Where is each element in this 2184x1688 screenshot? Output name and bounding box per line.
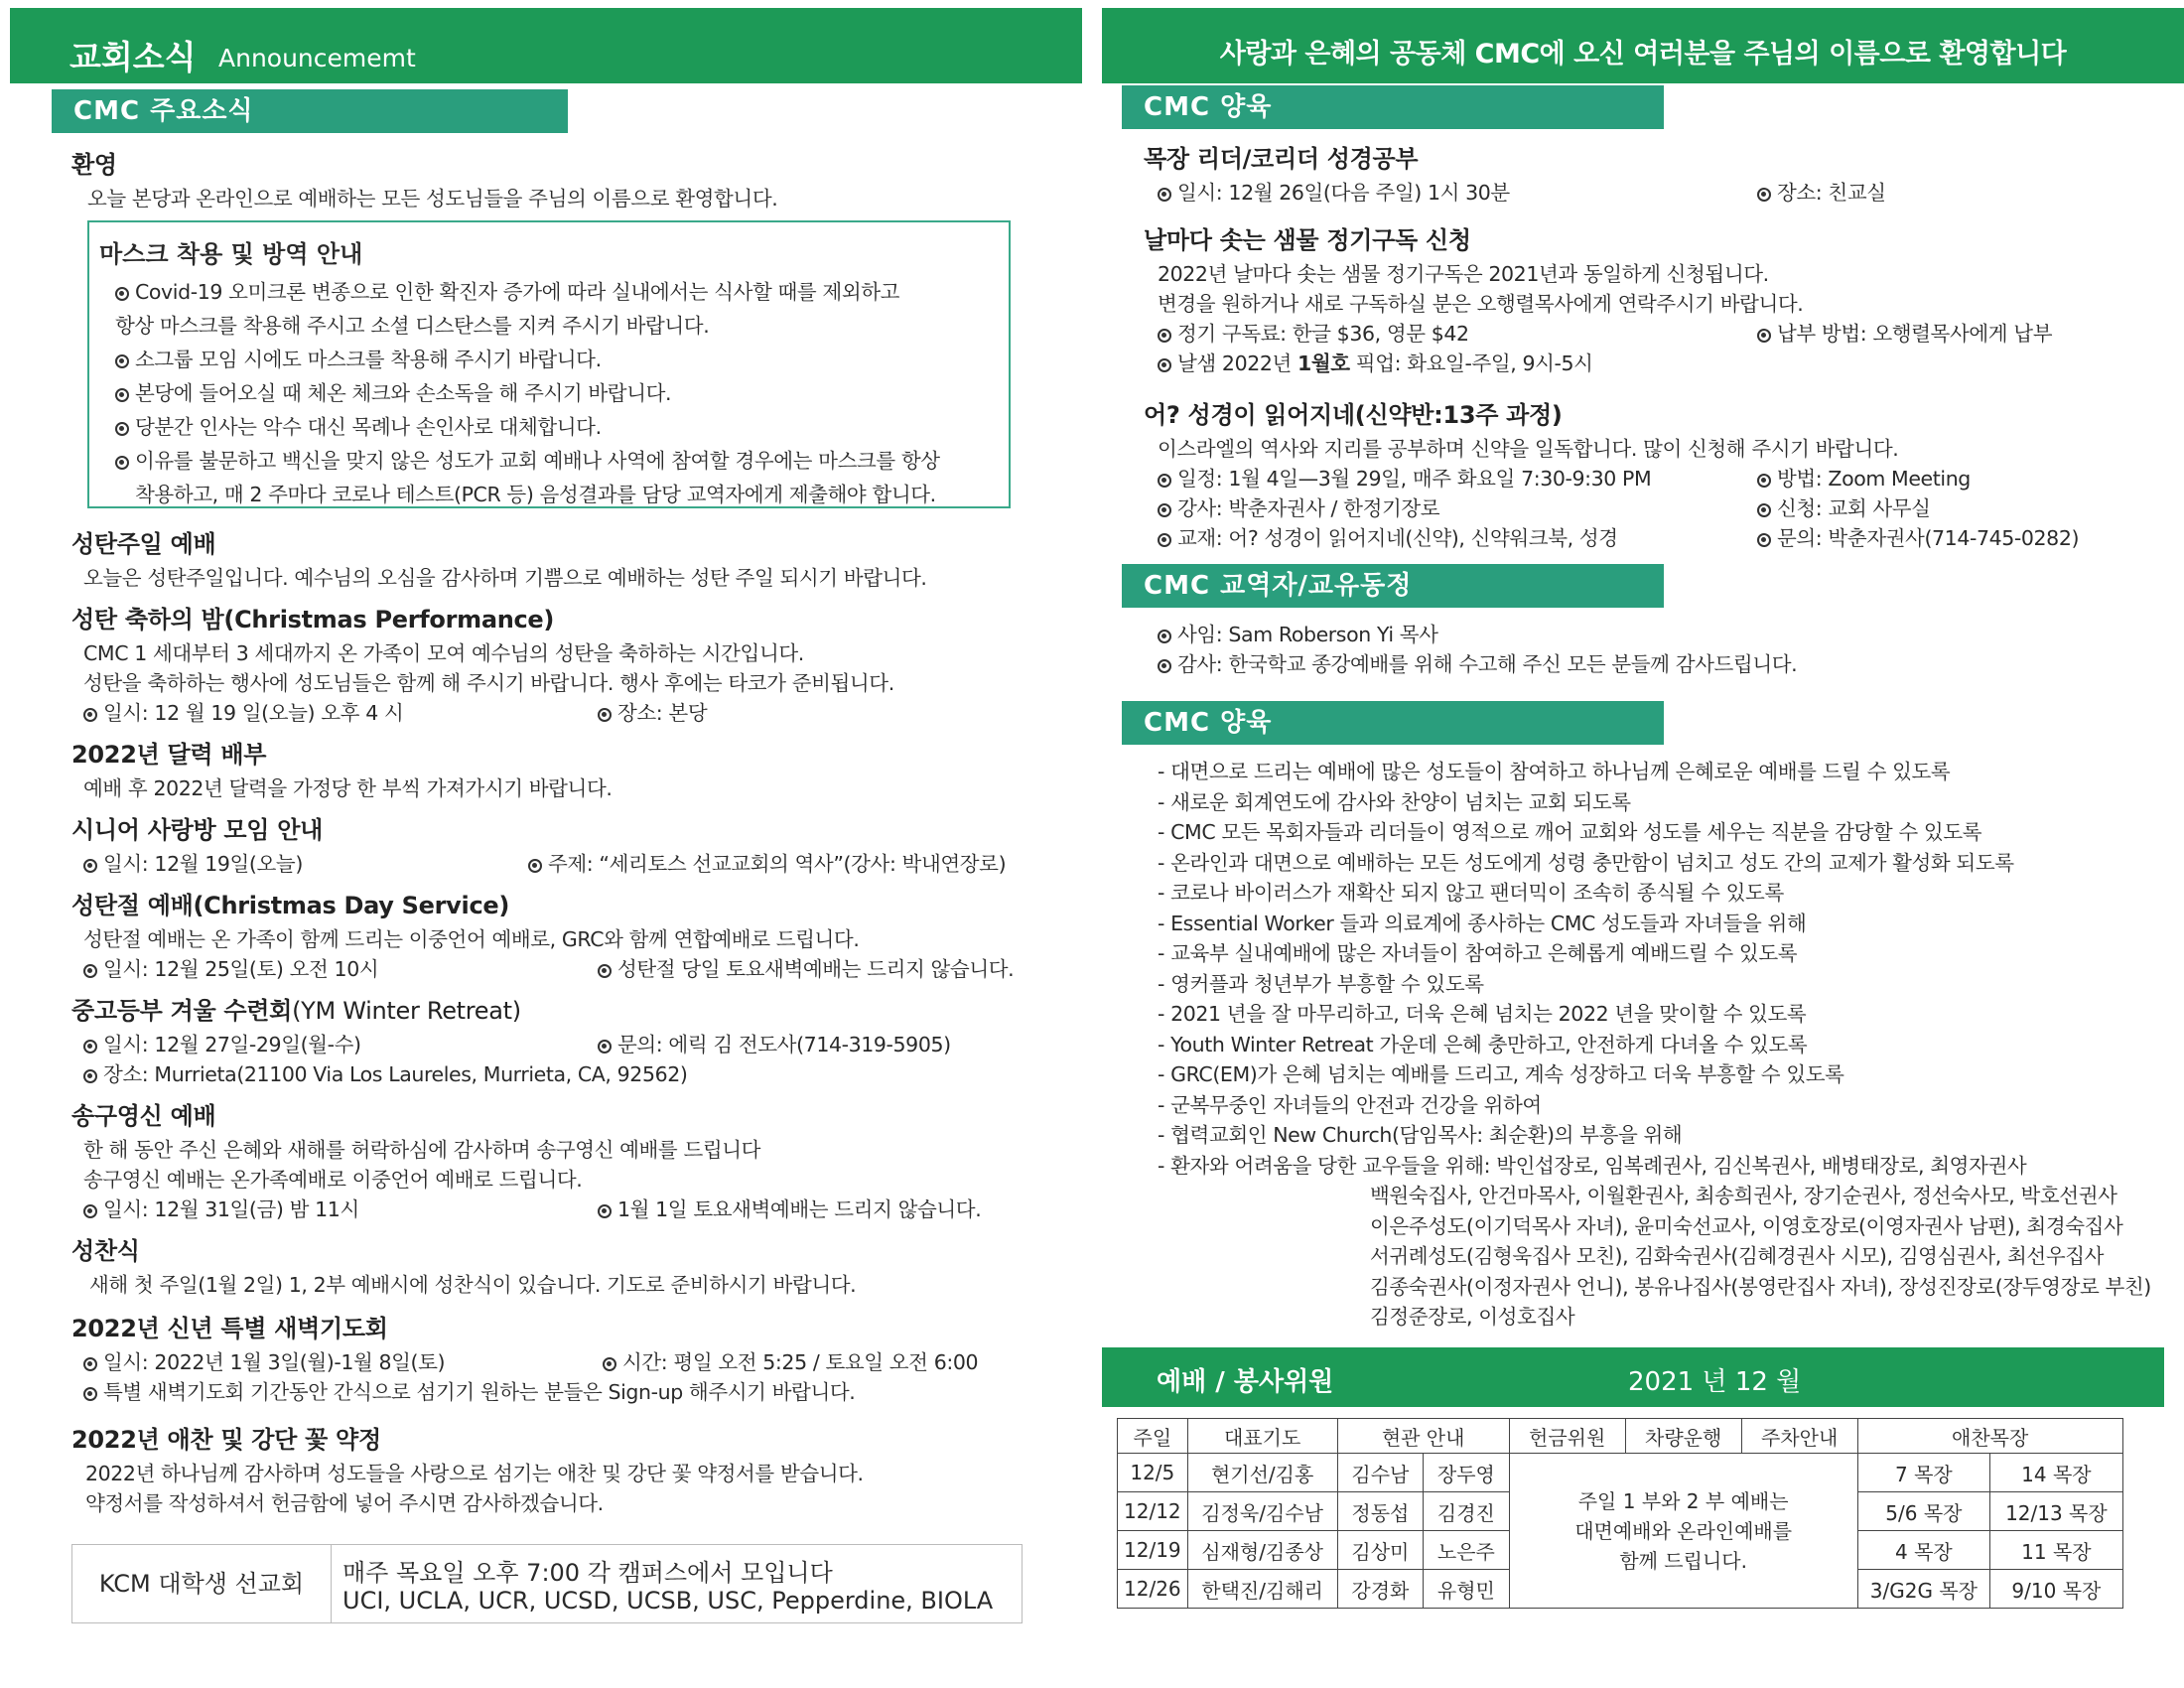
col-header: 차량운행: [1625, 1419, 1741, 1454]
bullet-icon: [115, 456, 129, 470]
flowers-text-2: 약정서를 작성하셔서 헌금함에 넣어 주시면 감사하겠습니다.: [85, 1491, 604, 1515]
retreat-details: 일시: 12월 27일-29일(월-수) 문의: 에릭 김 전도사(714-319-5905): [71, 1030, 687, 1059]
cell-mokjang: 4 목장: [1857, 1531, 1990, 1570]
calendar-text: 예배 후 2022년 달력을 가정당 한 부씩 가져가시기 바랍니다.: [83, 776, 613, 800]
yearend-notice: [71, 1096, 982, 1224]
welcome-banner: [1102, 8, 2184, 83]
prayer-patient-line: 백원숙집사, 안건마목사, 이월환권사, 최송희권사, 장기순권사, 정선숙사모, 박호선권사: [1370, 1184, 2117, 1207]
dawn-prayer-heading: 2022년 신년 특별 새벽기도회: [71, 1315, 388, 1342]
cell-mokjang: 12/13 목장: [1990, 1492, 2123, 1531]
retreat-place: 장소: Murrieta(21100 Via Los Laureles, Murrieta, CA, 92562): [71, 1059, 687, 1089]
welcome-banner-text: 사랑과 은혜의 공동체 CMC에 오신 여러분을 주님의 이름으로 환영합니다: [1219, 39, 2067, 70]
communion-notice: [71, 1231, 856, 1300]
col-header: 주일: [1118, 1419, 1188, 1454]
bullet-icon: [1757, 329, 1771, 343]
prayer-item: - 협력교회인 New Church(담임목사: 최순환)의 부흥을 위해: [1158, 1123, 1683, 1147]
bullet-icon: [598, 964, 612, 978]
daily-bread-heading: 날마다 솟는 샘물 정기구독 신청: [1144, 226, 1471, 254]
bullet-icon: [115, 388, 129, 402]
staff-thanks: 감사: 한국학교 종강예배를 위해 수고해 주신 모든 분들께 감사드립니다.: [1144, 649, 2156, 679]
mask-line-5b: 착용하고, 매 2 주마다 코로나 테스트(PCR 등) 음성결과를 담당 교역자에게 제출해야 합니다.: [135, 483, 936, 506]
cell-mokjang: 5/6 목장: [1857, 1492, 1990, 1531]
bible-read-row-2: 강사: 박춘자권사 / 한정기장로 신청: 교회 사무실: [1144, 493, 2156, 523]
welcome-notice: [71, 145, 777, 213]
prayer-item: - 영커플과 청년부가 부흥할 수 있도록: [1158, 971, 1484, 996]
staff-resign: 사임: Sam Roberson Yi 목사: [1144, 620, 2156, 649]
calendar-heading: 2022년 달력 배부: [71, 741, 267, 769]
staff-notice: [1144, 620, 2156, 679]
bullet-icon: [83, 708, 97, 722]
kcm-schedule: 매주 목요일 오후 7:00 각 캠퍼스에서 모입니다: [342, 1559, 833, 1587]
bullet-icon: [1757, 533, 1771, 547]
kcm-info-box: [71, 1544, 1023, 1623]
bullet-icon: [598, 708, 612, 722]
prayer-item: - 2021 년을 잘 마무리하고, 더욱 은혜 넘치는 2022 년을 맞이할 수 있도록: [1158, 1002, 1807, 1026]
senior-heading: 시니어 사랑방 모임 안내: [71, 816, 324, 844]
bullet-icon: [603, 1357, 616, 1371]
bullet-icon: [1158, 329, 1171, 343]
prayer-item: - Essential Worker 들과 의료계에 종사하는 CMC 성도들과 자녀들을 위해: [1158, 911, 1807, 935]
mask-guidance-box: [87, 220, 1011, 508]
worship-title: 예배 / 봉사위원: [1157, 1367, 1334, 1397]
christmas-night-text-2: 성탄을 축하하는 행사에 성도님들은 함께 해 주시기 바랍니다. 행사 후에는 타코가 준비됩니다.: [83, 671, 894, 695]
bible-read-heading: 어? 성경이 읽어지네(신약반:13주 과정): [1144, 401, 1563, 429]
prayer-item: - 코로나 바이러스가 재확산 되지 않고 팬더믹이 조속히 종식될 수 있도록: [1158, 881, 1784, 905]
leader-study-details: 일시: 12월 26일(다음 주일) 1시 30분 장소: 친교실: [1144, 178, 2156, 208]
worship-note-line: 주일 1 부와 2 부 예배는: [1577, 1488, 1789, 1513]
kcm-campuses: UCI, UCLA, UCR, UCSD, UCSB, USC, Pepperdine, BIOLA: [342, 1587, 994, 1615]
cell-greeter: 장두영: [1424, 1454, 1510, 1492]
bullet-icon: [1158, 358, 1171, 372]
christmas-night-details: 일시: 12 월 19 일(오늘) 오후 4 시 장소: 본당: [71, 698, 894, 728]
announcement-header: [10, 8, 1082, 83]
mask-line-2: 소그룹 모임 시에도 마스크를 착용해 주시기 바랍니다.: [99, 343, 999, 376]
dawn-prayer-details: 일시: 2022년 1월 3일(월)-1월 8일(토) 시간: 평일 오전 5:25 / 토요일 오전 6:00: [71, 1347, 855, 1377]
bible-read-text: 이스라엘의 역사와 지리를 공부하며 신약을 일독합니다. 많이 신청해 주시기 바랍니다.: [1158, 437, 1899, 461]
bullet-icon: [83, 1204, 97, 1218]
cell-date: 12/12: [1118, 1492, 1188, 1531]
mask-line-5: 이유를 불문하고 백신을 맞지 않은 성도가 교회 예배나 사역에 참여할 경우에는 마스크를 항상: [99, 444, 999, 478]
bullet-icon: [83, 1040, 97, 1054]
daily-bread-fee-row: 정기 구독료: 한글 $36, 영문 $42 납부 방법: 오행렬목사에게 납부: [1144, 319, 2156, 349]
cell-date: 12/26: [1118, 1570, 1188, 1609]
retreat-notice: [71, 991, 951, 1089]
bullet-icon: [598, 1204, 612, 1218]
calendar-notice: [71, 735, 612, 803]
christmas-night-notice: [71, 600, 894, 728]
welcome-text: 오늘 본당과 온라인으로 예배하는 모든 성도님들을 주님의 이름으로 환영합니다.: [87, 187, 778, 211]
kcm-label: KCM 대학생 선교회: [72, 1545, 332, 1622]
bullet-icon: [1757, 188, 1771, 202]
col-header: 애찬목장: [1857, 1419, 2122, 1454]
mask-line-4: 당분간 인사는 악수 대신 목례나 손인사로 대체합니다.: [99, 410, 999, 444]
bullet-icon: [1158, 474, 1171, 488]
flowers-heading: 2022년 애찬 및 강단 꽃 약정: [71, 1426, 381, 1454]
section-header-main-news: CMC 주요소식: [52, 89, 568, 133]
christmas-night-text-1: CMC 1 세대부터 3 세대까지 온 가족이 모여 예수님의 성탄을 축하하는 시간입니다.: [83, 641, 804, 665]
prayer-patient-line: 김정준장로, 이성호집사: [1370, 1305, 1575, 1329]
bullet-icon: [1158, 630, 1171, 643]
cell-prayer: 김정욱/김수남: [1187, 1492, 1337, 1531]
mask-heading: 마스크 착용 및 방역 안내: [99, 240, 363, 268]
prayer-patient-line: 서귀례성도(김형욱집사 모친), 김화숙권사(김혜경권사 시모), 김영심권사, 최선우집사: [1370, 1244, 2105, 1268]
prayer-item: - 온라인과 대면으로 예배하는 모든 성도에게 성령 충만함이 넘치고 성도 간의 교제가 활성화 되도록: [1158, 850, 2014, 875]
dawn-prayer-notice: [71, 1309, 979, 1407]
mask-line-3: 본당에 들어오실 때 체온 체크와 손소독을 해 주시기 바랍니다.: [99, 376, 999, 410]
worship-note-line: 함께 드립니다.: [1619, 1548, 1747, 1573]
worship-schedule-table: [1117, 1418, 2123, 1609]
cell-mokjang: 9/10 목장: [1990, 1570, 2123, 1609]
communion-text: 새해 첫 주일(1월 2일) 1, 2부 예배시에 성찬식이 있습니다. 기도로 준비하시기 바랍니다.: [89, 1273, 857, 1297]
prayer-patient-line: 김종숙권사(이정자권사 언니), 봉유나집사(봉영란집사 자녀), 장성진장로(장두영장로 부친): [1370, 1274, 2151, 1299]
col-header: 현관 안내: [1337, 1419, 1509, 1454]
prayer-item: - 새로운 회계연도에 감사와 찬양이 넘치는 교회 되도록: [1158, 789, 1631, 814]
christmas-day-heading: 성탄절 예배(Christmas Day Service): [71, 892, 510, 919]
yearend-heading: 송구영신 예배: [71, 1102, 216, 1130]
table-row: [1118, 1454, 2123, 1492]
prayer-item: - 군복무중인 자녀들의 안전과 건강을 위하여: [1158, 1092, 1542, 1117]
bullet-icon: [115, 422, 129, 436]
cell-greeter: 정동섭: [1337, 1492, 1424, 1531]
bullet-icon: [83, 859, 97, 873]
cell-prayer: 한택진/김해리: [1187, 1570, 1337, 1609]
cell-date: 12/5: [1118, 1454, 1188, 1492]
worship-header: [1102, 1347, 2164, 1407]
page-title-en: Announcememt: [218, 44, 416, 72]
bullet-icon: [83, 1357, 97, 1371]
cell-greeter: 김경진: [1424, 1492, 1510, 1531]
prayer-item: - 대면으로 드리는 예배에 많은 성도들이 참여하고 하나님께 은혜로운 예배를 드릴 수 있도록: [1158, 760, 1951, 783]
cell-greeter: 노은주: [1424, 1531, 1510, 1570]
bullet-icon: [1757, 474, 1771, 488]
cell-greeter: 강경화: [1337, 1570, 1424, 1609]
cell-mokjang: 14 목장: [1990, 1454, 2123, 1492]
yearend-text-2: 송구영신 예배는 온가족예배로 이중언어 예배로 드립니다.: [83, 1168, 583, 1192]
bullet-icon: [528, 859, 542, 873]
christmas-sunday-text: 오늘은 성탄주일입니다. 예수님의 오심을 감사하며 기쁨으로 예배하는 성탄 주일 되시기 바랍니다.: [83, 566, 927, 590]
communion-heading: 성찬식: [71, 1237, 140, 1265]
mask-line-1: Covid-19 오미크론 변종으로 인한 확진자 증가에 따라 실내에서는 식사할 때를 제외하고: [99, 275, 999, 309]
christmas-night-heading: 성탄 축하의 밤(Christmas Performance): [71, 606, 555, 633]
cell-mokjang: 11 목장: [1990, 1531, 2123, 1570]
mask-line-1b: 항상 마스크를 착용해 주시고 소셜 디스탄스를 지켜 주시기 바랍니다.: [115, 314, 710, 338]
col-header: 헌금위원: [1509, 1419, 1625, 1454]
yearend-details: 일시: 12월 31일(금) 밤 11시 1월 1일 토요새벽예배는 드리지 않습니다.: [71, 1195, 760, 1224]
welcome-heading: 환영: [71, 151, 117, 179]
daily-bread-text-1: 2022년 날마다 솟는 샘물 정기구독은 2021년과 동일하게 신청됩니다.: [1158, 262, 1769, 286]
christmas-sunday-notice: [71, 524, 927, 593]
daily-bread-notice: [1144, 220, 2156, 378]
cell-date: 12/19: [1118, 1531, 1188, 1570]
leader-study-heading: 목장 리더/코리더 성경공부: [1144, 145, 1419, 173]
bullet-icon: [598, 1040, 612, 1054]
col-header: 주차안내: [1741, 1419, 1857, 1454]
bullet-icon: [115, 287, 129, 301]
christmas-sunday-heading: 성탄주일 예배: [71, 530, 216, 558]
dawn-prayer-note: 특별 새벽기도회 기간동안 간식으로 섬기기 원하는 분들은 Sign-up 해주시기 바랍니다.: [71, 1377, 855, 1407]
bullet-icon: [1757, 503, 1771, 517]
bullet-icon: [83, 964, 97, 978]
leader-study-notice: [1144, 139, 2156, 208]
christmas-day-details: 일시: 12월 25일(토) 오전 10시 성탄절 당일 토요새벽예배는 드리지 않습니다.: [71, 954, 859, 984]
bullet-icon: [83, 1069, 97, 1083]
bullet-icon: [115, 354, 129, 368]
col-header: 대표기도: [1187, 1419, 1337, 1454]
prayer-item: - 교육부 실내예배에 많은 자녀들이 참여하고 은혜롭게 예배드릴 수 있도록: [1158, 941, 1798, 965]
cell-mokjang: 3/G2G 목장: [1857, 1570, 1990, 1609]
worship-note: [1509, 1454, 1857, 1609]
prayer-list: [1144, 757, 2166, 1333]
flowers-text-1: 2022년 하나님께 감사하며 성도들을 사랑으로 섬기는 애찬 및 강단 꽃 약정서를 받습니다.: [85, 1462, 864, 1485]
cell-prayer: 현기선/김홍: [1187, 1454, 1337, 1492]
retreat-heading: 중고등부 겨울 수련회(YM Winter Retreat): [71, 997, 521, 1025]
flowers-notice: [71, 1420, 864, 1518]
section-header-staff: CMC 교역자/교유동정: [1122, 564, 1664, 608]
worship-note-line: 대면예배와 온라인예배를: [1574, 1518, 1793, 1543]
senior-notice: [71, 810, 1007, 879]
bullet-icon: [1158, 188, 1171, 202]
cell-greeter: 유형민: [1424, 1570, 1510, 1609]
cell-mokjang: 7 목장: [1857, 1454, 1990, 1492]
prayer-item: - GRC(EM)가 은혜 넘치는 예배를 드리고, 계속 성장하고 더욱 부흥할 수 있도록: [1158, 1062, 1844, 1086]
worship-month: 2021 년 12 월: [1628, 1367, 1802, 1397]
bullet-icon: [83, 1387, 97, 1401]
prayer-item: - CMC 모든 목회자들과 리더들이 영적으로 깨어 교회와 성도를 세우는 직분을 감당할 수 있도록: [1158, 820, 1982, 844]
prayer-item: - Youth Winter Retreat 가운데 은혜 충만하고, 안전하게 다녀올 수 있도록: [1158, 1032, 1808, 1056]
senior-details: 일시: 12월 19일(오늘) 주제: “세리토스 선교교회의 역사”(강사: 박내연장로): [71, 849, 323, 879]
daily-bread-text-2: 변경을 원하거나 새로 구독하실 분은 오행렬목사에게 연락주시기 바랍니다.: [1158, 292, 1804, 316]
bullet-icon: [1158, 659, 1171, 673]
table-header-row: [1118, 1419, 2123, 1454]
cell-greeter: 김수남: [1337, 1454, 1424, 1492]
daily-bread-pickup: 날샘 2022년 1월호 픽업: 화요일-주일, 9시-5시: [1144, 349, 2156, 378]
prayer-item: - 환자와 어려움을 당한 교우들을 위해: 박인섭장로, 임복례권사, 김신복권사, 배병태장로, 최영자권사: [1158, 1153, 2027, 1178]
cell-greeter: 김상미: [1337, 1531, 1424, 1570]
christmas-day-notice: [71, 886, 1015, 984]
section-header-nurture-2: CMC 양육: [1122, 701, 1664, 745]
prayer-patient-line: 이은주성도(이기덕목사 자녀), 윤미숙선교사, 이영호장로(이영자권사 남편), 최경숙집사: [1370, 1213, 2123, 1238]
right-page: [1092, 0, 2184, 1688]
section-header-nurture-1: CMC 양육: [1122, 85, 1664, 129]
bible-read-notice: [1144, 395, 2156, 553]
bullet-icon: [1158, 503, 1171, 517]
bible-read-row-1: 일정: 1월 4일—3월 29일, 매주 화요일 7:30-9:30 PM 방법: Zoom Meeting: [1144, 464, 2156, 493]
christmas-day-text: 성탄절 예배는 온 가족이 함께 드리는 이중언어 예배로, GRC와 함께 연합예배로 드립니다.: [83, 927, 860, 951]
yearend-text-1: 한 해 동안 주신 은혜와 새해를 허락하심에 감사하며 송구영신 예배를 드립니다: [83, 1138, 761, 1162]
cell-prayer: 심재형/김종상: [1187, 1531, 1337, 1570]
page-title: 교회소식: [69, 38, 197, 76]
bullet-icon: [1158, 533, 1171, 547]
bible-read-row-3: 교재: 어? 성경이 읽어지네(신약), 신약워크북, 성경 문의: 박춘자권사(714-745-0282): [1144, 523, 2156, 553]
